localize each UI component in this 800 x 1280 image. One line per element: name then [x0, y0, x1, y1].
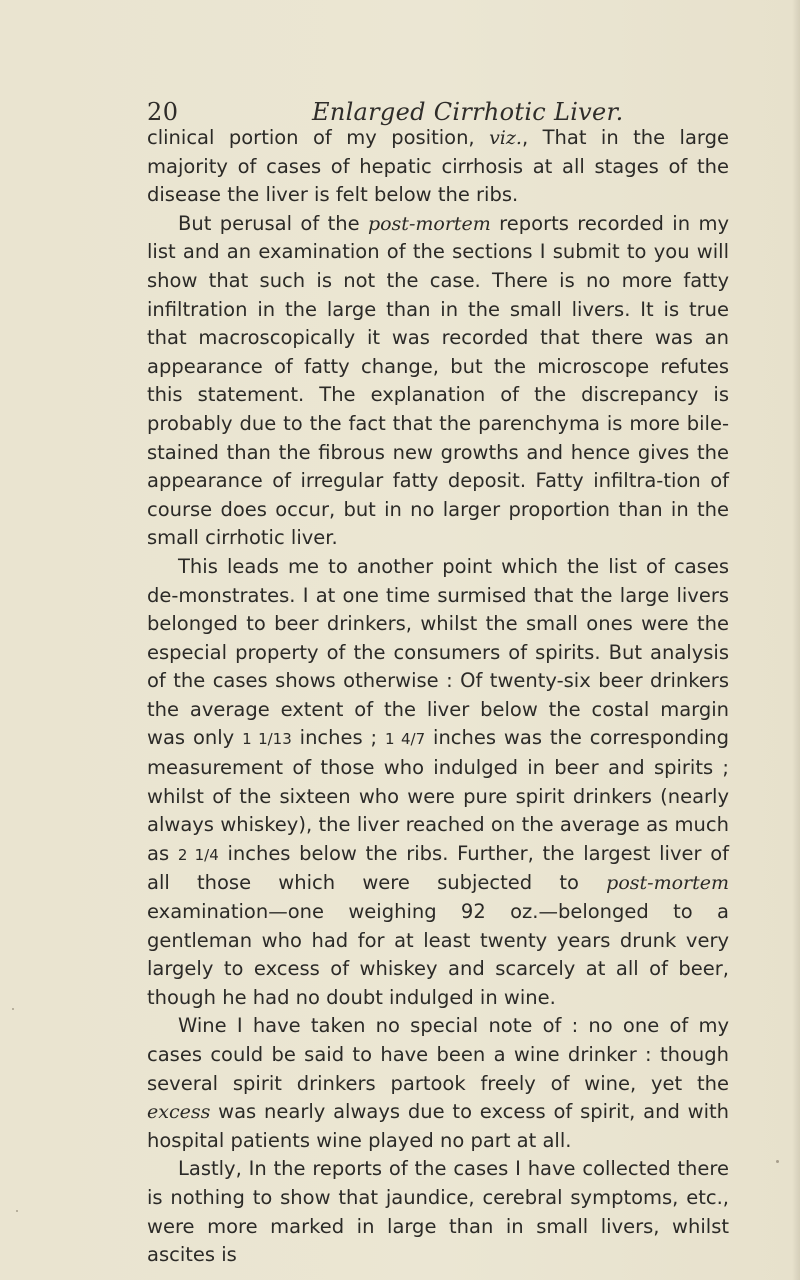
- text-run: clinical portion of my position,: [147, 126, 490, 149]
- paper-speck: [12, 1008, 14, 1010]
- paper-speck: [16, 1210, 18, 1212]
- italic-text: post-mortem: [606, 872, 729, 895]
- text-run: inches was the corresponding measurement of those who indulged in beer and spirits ; whilst of the sixteen who were pure spirit drinkers (nearly always whiskey), the liver reached on the average as much as: [147, 726, 730, 865]
- fraction: 1 4/7: [385, 730, 426, 749]
- paper-speck: [776, 1160, 779, 1163]
- paragraph: [147, 553, 729, 1013]
- body-text: [147, 124, 729, 1270]
- text-run: reports recorded in my list and an examination of the sections I submit to you will show that such is not the case. There is no more fatty infiltration in the large than in the small livers. It is true that macroscopically it was recorded that there was an appearance of fatty change, but the microscope refutes this statement. The explanation of the discrepancy is probably due to the fact that the parenchyma is more bile-stained than the fibrous new growths and hence gives the appearance of irregular fatty deposit. Fatty infiltra-tion of course does occur, but in no larger proportion than in the small cirrhotic liver.: [147, 211, 729, 550]
- text-run: But perusal of the: [178, 211, 368, 235]
- fraction: 1 1/13: [242, 730, 292, 749]
- italic-text: excess: [147, 1101, 211, 1124]
- fraction: 2 1/4: [177, 845, 219, 864]
- text-run: This leads me to another point which the list of cases de-monstrates. I at one time surmised that the large livers belonged to beer drinkers, whilst the small ones were the especial property of the consumers of spirits. But analysis of the cases shows otherwise : Of twenty-six beer drinkers the average extent of the liver below the costal margin was only: [147, 554, 729, 750]
- text-run: Lastly, In the reports of the cases I have collected there is nothing to show that jaundice, cerebral symptoms, etc., were more marked in large than in small livers, whilst ascites is: [147, 1157, 729, 1267]
- text-run: inches below the ribs. Further, the largest liver of all those which were subjected to: [147, 841, 730, 895]
- text-run: Wine I have taken no special note of : no one of my cases could be said to have been a wine drinker : though several spirit drinkers partook freely of wine, yet the: [147, 1014, 729, 1095]
- text-run: , That in the large majority of cases of hepatic cirrhosis at all stages of the disease the liver is felt below the ribs.: [147, 126, 729, 207]
- text-run: inches ;: [291, 726, 385, 750]
- text-run: was nearly always due to excess of spirit, and with hospital patients wine played no part at all.: [147, 1100, 729, 1152]
- paragraph: [147, 1155, 729, 1269]
- page-edge-shadow: [792, 0, 800, 1280]
- paragraph: [147, 210, 729, 553]
- running-title: Enlarged Cirrhotic Liver.: [312, 98, 624, 126]
- text-run: examination—one weighing 92 oz.—belonged to a gentleman who had for at least twenty years drunk very largely to excess of whiskey and scarcely at all of beer, though he had no doubt indulged in wine.: [147, 900, 729, 1009]
- italic-text: viz.: [489, 127, 522, 149]
- italic-text: post-mortem: [367, 212, 491, 235]
- page-number: 20: [147, 98, 179, 126]
- paragraph: [147, 1012, 729, 1155]
- paragraph: [147, 124, 729, 210]
